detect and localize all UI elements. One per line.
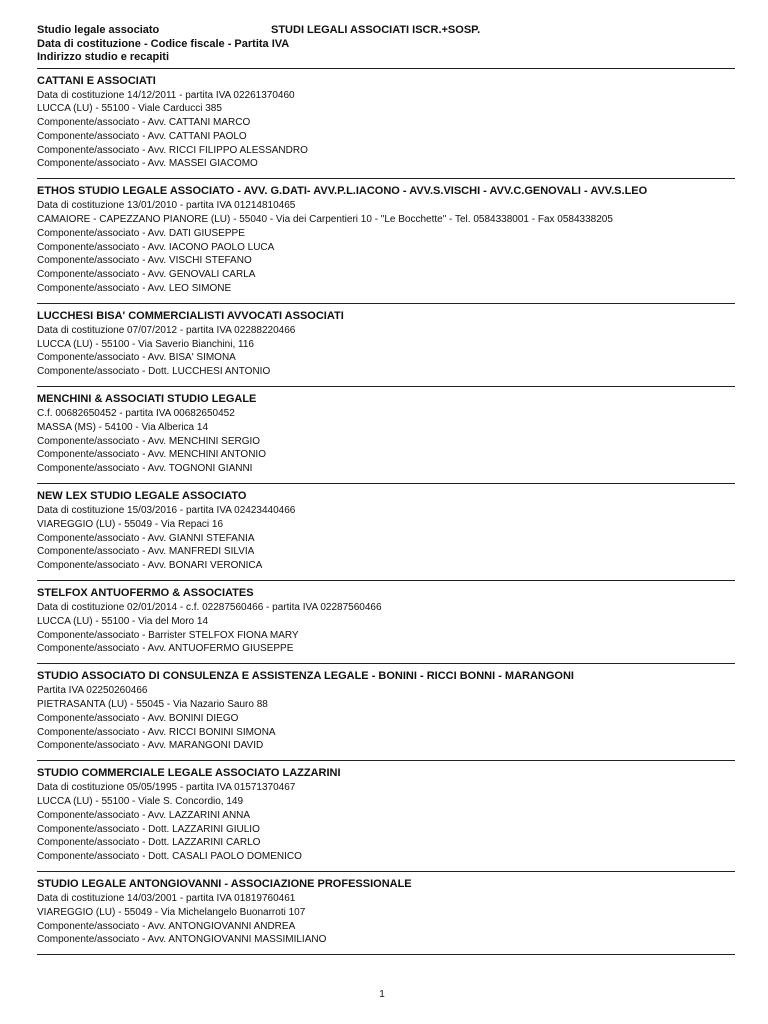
registration-line: Data di costituzione 15/03/2016 - partita IVA 02423440466 xyxy=(37,505,296,517)
header-line-address: Indirizzo studio e recapiti xyxy=(37,51,170,63)
studio-entry xyxy=(37,872,735,954)
member-line: Componente/associato - Avv. CATTANI MARCO xyxy=(37,117,251,129)
member-line: Componente/associato - Avv. MENCHINI SERGIO xyxy=(37,435,261,447)
member-line: Componente/associato - Avv. TOGNONI GIANNI xyxy=(37,463,253,475)
studio-name: CATTANI E ASSOCIATI xyxy=(37,74,156,87)
address-line: MASSA (MS) - 54100 - Via Alberica 14 xyxy=(37,421,209,433)
header-col-category: STUDI LEGALI ASSOCIATI ISCR.+SOSP. xyxy=(271,24,481,36)
member-line: Componente/associato - Avv. BONARI VERONICA xyxy=(37,560,263,572)
registration-line: Data di costituzione 05/05/1995 - partita IVA 01571370467 xyxy=(37,782,296,794)
address-line: LUCCA (LU) - 55100 - Via Saverio Bianchini, 116 xyxy=(37,338,254,350)
header-line-identifiers: Data di costituzione - Codice fiscale - Partita IVA xyxy=(37,37,290,50)
member-line: Componente/associato - Avv. DATI GIUSEPPE xyxy=(37,227,245,239)
registration-line: Data di costituzione 02/01/2014 - c.f. 02287560466 - partita IVA 02287560466 xyxy=(37,602,382,614)
member-line: Componente/associato - Avv. MASSEI GIACOMO xyxy=(37,158,258,170)
studio-name: MENCHINI & ASSOCIATI STUDIO LEGALE xyxy=(37,393,257,406)
registration-line: Data di costituzione 14/03/2001 - partita IVA 01819760461 xyxy=(37,892,296,904)
member-line: Componente/associato - Avv. ANTONGIOVANNI MASSIMILIANO xyxy=(37,934,327,946)
member-line: Componente/associato - Avv. MANFREDI SILVIA xyxy=(37,546,255,558)
member-line: Componente/associato - Avv. RICCI BONINI SIMONA xyxy=(37,726,276,738)
entries-list xyxy=(37,69,735,956)
studio-name: STUDIO ASSOCIATO DI CONSULENZA E ASSISTENZA LEGALE - BONINI - RICCI BONNI - MARANGONI xyxy=(37,670,574,683)
address-line: CAMAIORE - CAPEZZANO PIANORE (LU) - 55040 - Via dei Carpentieri 10 - "Le Bocchette" - Tel. 0584338001 - Fax 0584338205 xyxy=(37,214,613,226)
header-row xyxy=(37,24,735,38)
studio-name: ETHOS STUDIO LEGALE ASSOCIATO - AVV. G.DATI- AVV.P.L.IACONO - AVV.S.VISCHI - AVV.C.GENOVALI - AVV.S.LEO xyxy=(37,185,648,198)
member-line: Componente/associato - Avv. VISCHI STEFANO xyxy=(37,255,252,267)
member-line: Componente/associato - Barrister STELFOX FIONA MARY xyxy=(37,629,299,641)
page-number: 1 xyxy=(379,989,385,1000)
address-line: VIAREGGIO (LU) - 55049 - Via Repaci 16 xyxy=(37,518,224,530)
member-line: Componente/associato - Avv. MARANGONI DAVID xyxy=(37,740,264,752)
registration-line: Partita IVA 02250260466 xyxy=(37,685,148,697)
member-line: Componente/associato - Avv. IACONO PAOLO LUCA xyxy=(37,241,275,253)
studio-entry xyxy=(37,581,735,663)
member-line: Componente/associato - Avv. MENCHINI ANTONIO xyxy=(37,449,266,461)
member-line: Componente/associato - Avv. CATTANI PAOLO xyxy=(37,130,247,142)
address-line: VIAREGGIO (LU) - 55049 - Via Michelangelo Buonarroti 107 xyxy=(37,906,306,918)
studio-entry xyxy=(37,69,735,179)
address-line: LUCCA (LU) - 55100 - Viale S. Concordio, 149 xyxy=(37,795,244,807)
address-line: PIETRASANTA (LU) - 55045 - Via Nazario Sauro 88 xyxy=(37,699,268,710)
member-line: Componente/associato - Avv. GENOVALI CARLA xyxy=(37,269,256,281)
address-line: LUCCA (LU) - 55100 - Via del Moro 14 xyxy=(37,615,209,627)
studio-name: LUCCHESI BISA' COMMERCIALISTI AVVOCATI ASSOCIATI xyxy=(37,309,344,322)
entry-divider xyxy=(37,954,735,955)
registration-line: Data di costituzione 14/12/2011 - partita IVA 02261370460 xyxy=(37,89,295,101)
studio-entry xyxy=(37,304,735,386)
member-line: Componente/associato - Avv. BISA' SIMONA xyxy=(37,352,236,364)
studio-name: STUDIO COMMERCIALE LEGALE ASSOCIATO LAZZARINI xyxy=(37,767,341,780)
registration-line: Data di costituzione 07/07/2012 - partita IVA 02288220466 xyxy=(37,324,296,336)
member-line: Componente/associato - Avv. LEO SIMONE xyxy=(37,283,232,295)
registration-line: C.f. 00682650452 - partita IVA 00682650452 xyxy=(37,408,235,420)
member-line: Componente/associato - Dott. LUCCHESI ANTONIO xyxy=(37,366,271,378)
member-line: Componente/associato - Dott. LAZZARINI GIULIO xyxy=(37,823,260,835)
studio-entry xyxy=(37,484,735,580)
member-line: Componente/associato - Avv. ANTONGIOVANNI ANDREA xyxy=(37,920,296,932)
member-line: Componente/associato - Avv. BONINI DIEGO xyxy=(37,712,239,724)
document-page xyxy=(37,24,735,955)
studio-name: NEW LEX STUDIO LEGALE ASSOCIATO xyxy=(37,490,247,503)
member-line: Componente/associato - Dott. CASALI PAOLO DOMENICO xyxy=(37,851,302,863)
registration-line: Data di costituzione 13/01/2010 - partita IVA 01214810465 xyxy=(37,200,296,212)
studio-entry xyxy=(37,761,735,871)
studio-entry xyxy=(37,387,735,483)
member-line: Componente/associato - Dott. LAZZARINI CARLO xyxy=(37,837,261,849)
studio-name: STELFOX ANTUOFERMO & ASSOCIATES xyxy=(37,587,254,600)
member-line: Componente/associato - Avv. GIANNI STEFANIA xyxy=(37,532,255,544)
member-line: Componente/associato - Avv. ANTUOFERMO GIUSEPPE xyxy=(37,643,294,655)
member-line: Componente/associato - Avv. LAZZARINI ANNA xyxy=(37,809,251,821)
member-line: Componente/associato - Avv. RICCI FILIPPO ALESSANDRO xyxy=(37,144,308,156)
column-header xyxy=(37,24,735,65)
address-line: LUCCA (LU) - 55100 - Viale Carducci 385 xyxy=(37,103,222,115)
studio-entry xyxy=(37,664,735,760)
studio-name: STUDIO LEGALE ANTONGIOVANNI - ASSOCIAZIONE PROFESSIONALE xyxy=(37,877,412,890)
header-col-studio: Studio legale associato xyxy=(37,24,160,36)
studio-entry xyxy=(37,179,735,303)
